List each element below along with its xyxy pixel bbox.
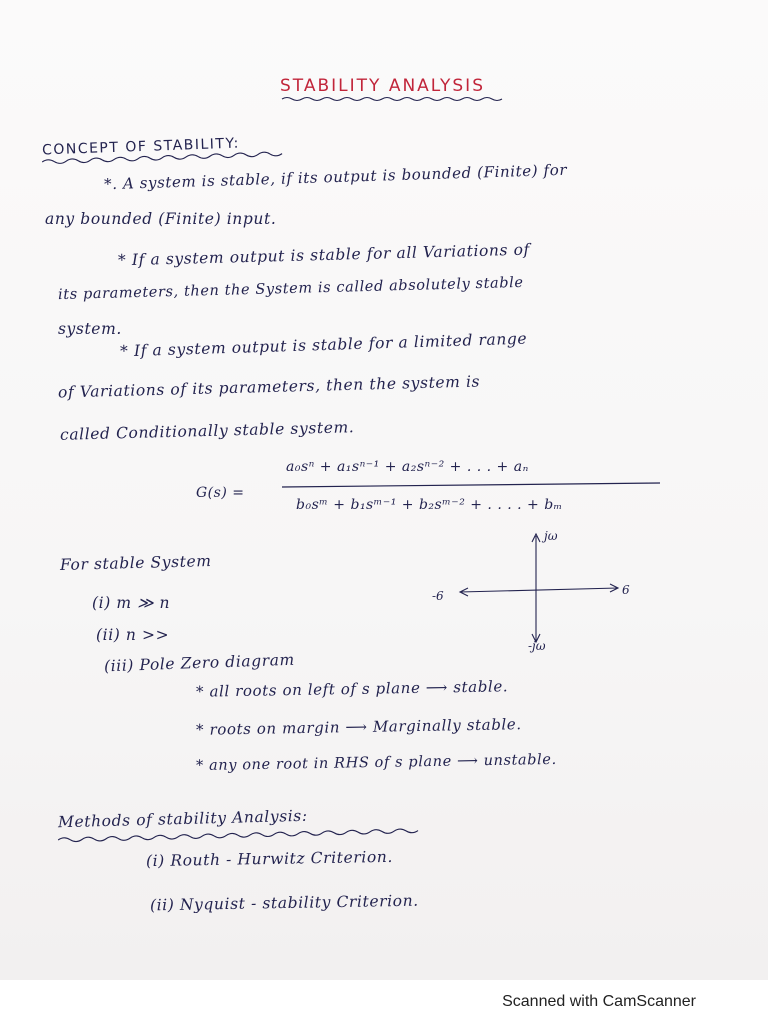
s-plane-left-label: -6 bbox=[432, 589, 444, 603]
stable-bullet-1: * all roots on left of s plane ⟶ stable. bbox=[195, 677, 509, 701]
stable-bullet-3: * any one root in RHS of s plane ⟶ unstable. bbox=[195, 751, 557, 775]
tf-numerator: a₀sⁿ + a₁sⁿ⁻¹ + a₂sⁿ⁻² + . . . + aₙ bbox=[286, 459, 529, 475]
stable-bullet-2: * roots on margin ⟶ Marginally stable. bbox=[195, 715, 522, 739]
stable-item-1: (i) m ≫ n bbox=[92, 594, 171, 612]
stable-item-2: (ii) n >> bbox=[96, 626, 170, 644]
scanner-footer bbox=[0, 980, 768, 1024]
stable-heading: For stable System bbox=[59, 552, 212, 574]
page-title: STABILITY ANALYSIS bbox=[280, 76, 485, 96]
tf-lhs: G(s) = bbox=[196, 485, 245, 501]
concept-line-3: * If a system output is stable for all Variations of bbox=[117, 240, 531, 270]
concept-line-1: *. A system is stable, if its output is bounded (Finite) for bbox=[103, 160, 568, 194]
concept-line-4: its parameters, then the System is called absolutely stable bbox=[57, 274, 524, 304]
s-plane-axes bbox=[450, 530, 630, 653]
tf-denominator: b₀sᵐ + b₁sᵐ⁻¹ + b₂sᵐ⁻² + . . . . + bₘ bbox=[296, 497, 563, 513]
s-plane-bottom-label: -jω bbox=[528, 639, 546, 653]
scanner-watermark: Scanned with CamScanner bbox=[502, 993, 696, 1010]
concept-line-8: called Conditionally stable system. bbox=[59, 418, 355, 444]
concept-line-2: any bounded (Finite) input. bbox=[45, 210, 277, 228]
s-plane-top-label: jω bbox=[544, 529, 558, 543]
concept-heading: CONCEPT OF STABILITY: bbox=[41, 135, 241, 159]
stable-item-3: (iii) Pole Zero diagram bbox=[103, 650, 296, 676]
concept-line-7: of Variations of its parameters, then the system is bbox=[57, 372, 481, 402]
methods-heading-underline bbox=[58, 834, 428, 844]
methods-item-2: (ii) Nyquist - stability Criterion. bbox=[149, 891, 419, 915]
tf-fraction-bar bbox=[282, 483, 662, 489]
methods-heading: Methods of stability Analysis: bbox=[57, 806, 308, 832]
s-plane-right-label: 6 bbox=[622, 583, 630, 597]
concept-line-5: system. bbox=[58, 320, 122, 338]
concept-heading-underline bbox=[42, 156, 282, 166]
methods-item-1: (i) Routh - Hurwitz Criterion. bbox=[145, 847, 394, 871]
concept-line-6: * If a system output is stable for a limited range bbox=[119, 329, 528, 361]
title-underline bbox=[282, 96, 502, 104]
